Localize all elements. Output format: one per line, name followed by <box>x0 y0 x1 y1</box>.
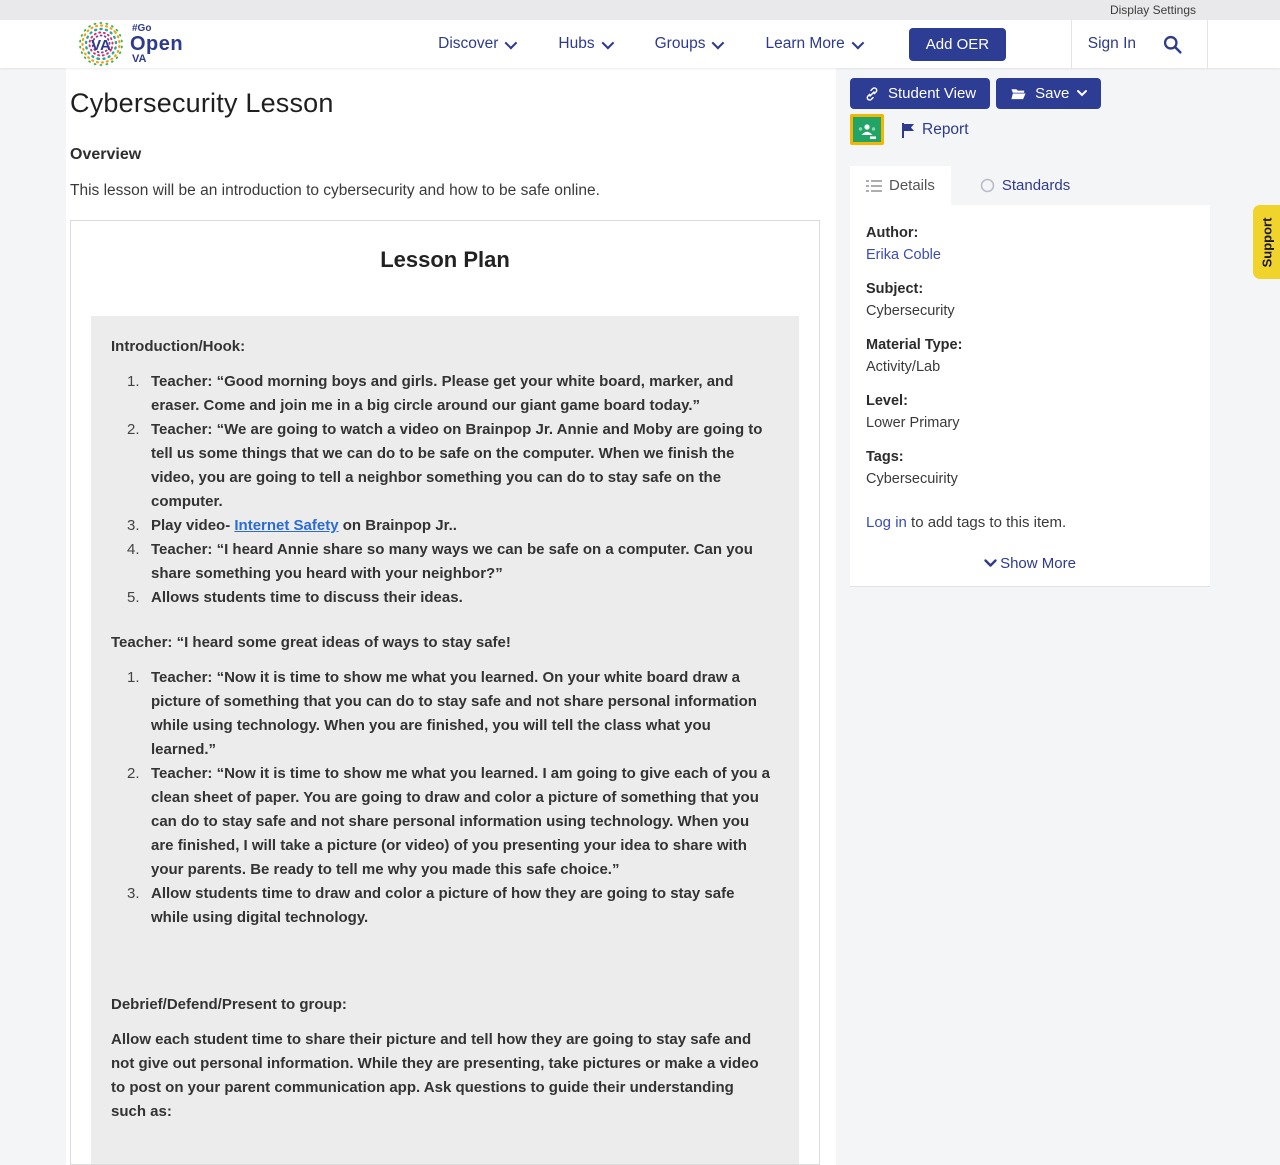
secondary-actions-row <box>850 114 1210 145</box>
lesson-step: Teacher: “Now it is time to show me what you learned. I am going to give each of you a clean sheet of paper. You are going to draw and color a picture of something that you can do to stay safe and not share personal information using technology. When you are finished, I will take a picture (or video) of you presenting your idea to share with your parents. Be ready to tell me why you made this safe choice.” <box>151 765 770 878</box>
introduction-steps-list <box>111 370 771 610</box>
search-button[interactable] <box>1162 34 1207 55</box>
step-text: on Brainpop Jr.. <box>338 517 457 534</box>
lesson-plan-heading: Lesson Plan <box>380 247 510 272</box>
report-button[interactable] <box>901 121 969 139</box>
show-more-button[interactable] <box>866 555 1194 572</box>
content-area <box>0 68 1280 1165</box>
flag-icon <box>901 122 916 138</box>
detail-value: Lower Primary <box>866 415 960 431</box>
google-classroom-button[interactable] <box>850 114 884 145</box>
folder-icon <box>1010 86 1027 101</box>
support-tab-label: Support <box>1259 217 1275 267</box>
debrief-heading: Debrief/Defend/Present to group: <box>111 996 347 1013</box>
detail-field-subject <box>866 281 1194 320</box>
lesson-step: Teacher: “Now it is time to show me what you learned. On your white board draw a picture of something that you can do to stay safe and not share personal information while using technology. When you are finished, you will tell the class what you learned.” <box>151 669 757 758</box>
details-tabs <box>850 166 1210 205</box>
detail-label: Author: <box>866 225 919 241</box>
tab-standards[interactable] <box>964 166 1086 205</box>
activity-steps-list <box>111 666 771 930</box>
search-icon <box>1162 34 1183 55</box>
nav-item-discover[interactable] <box>438 35 514 53</box>
lesson-step: Allows students time to discuss their ideas. <box>151 589 463 606</box>
nav-right-group <box>1071 20 1208 68</box>
logo-va-text: VA <box>91 37 111 54</box>
nav-item-label: Learn More <box>765 35 845 52</box>
link-icon <box>864 86 880 102</box>
lesson-step <box>111 514 771 538</box>
show-more-label: Show More <box>1000 555 1076 572</box>
add-oer-button[interactable]: Add OER <box>909 28 1006 61</box>
logo-line1: #Go <box>132 22 152 34</box>
nav-menu <box>438 35 861 53</box>
chevron-down-icon <box>505 36 518 49</box>
nav-item-learn-more[interactable] <box>765 35 860 53</box>
nav-item-groups[interactable] <box>655 35 722 53</box>
detail-value: Activity/Lab <box>866 359 941 375</box>
chevron-down-icon <box>984 559 997 568</box>
save-button[interactable] <box>996 78 1101 109</box>
login-line-rest: to add tags to this item. <box>906 514 1067 531</box>
report-label: Report <box>922 120 969 138</box>
step-text: Play video- <box>151 517 235 534</box>
login-to-tag-line <box>866 514 1194 531</box>
tab-standards-label: Standards <box>1001 177 1071 194</box>
logo-dots-icon <box>78 21 124 67</box>
logo-wordmark <box>130 24 183 65</box>
debrief-text: Allow each student time to share their picture and tell how they are going to stay safe and not give out personal information. While they are presenting, take pictures or make a video to post on your parent communication app. Ask questions to guide their understanding such as: <box>111 1031 759 1120</box>
nav-divider <box>1207 20 1208 68</box>
google-classroom-icon <box>856 121 878 139</box>
chevron-down-icon <box>851 36 864 49</box>
list-icon <box>866 179 882 193</box>
nav-item-label: Groups <box>654 35 706 52</box>
logo-line2: Open <box>130 32 184 55</box>
caret-down-icon <box>1077 90 1087 97</box>
student-view-button[interactable] <box>850 78 990 109</box>
logo-line3: VA <box>132 52 147 65</box>
internet-safety-link[interactable]: Internet Safety <box>234 517 339 534</box>
details-fields <box>866 225 1194 488</box>
mid-paragraph: Teacher: “I heard some great ideas of ways to stay safe! <box>111 634 511 651</box>
resource-main-column <box>66 68 836 1165</box>
detail-label: Subject: <box>866 281 924 297</box>
overview-text: This lesson will be an introduction to cybersecurity and how to be safe online. <box>70 182 600 199</box>
lesson-step: Teacher: “I heard Annie share so many ways we can be safe on a computer. Can you share something you heard with your neighbor?” <box>151 541 753 582</box>
spacer <box>111 944 771 996</box>
save-label: Save <box>1035 85 1070 102</box>
lesson-plan-card <box>70 220 820 1165</box>
resource-sidebar <box>850 68 1210 587</box>
nav-item-hubs[interactable] <box>558 35 610 53</box>
lesson-step: Teacher: “We are going to watch a video on Brainpop Jr. Annie and Moby are going to tell us some things that we can do to be safe on the computer. When we finish the video, you are going to tell a neighbor something you can do to stay safe on the computer. <box>151 421 763 510</box>
detail-value-link[interactable]: Erika Coble <box>866 247 941 263</box>
detail-label: Level: <box>866 393 908 409</box>
sign-in-link[interactable]: Sign In <box>1087 35 1136 52</box>
detail-label: Material Type: <box>866 337 963 353</box>
actions-row <box>850 78 1210 109</box>
chevron-down-icon <box>712 36 725 49</box>
nav-item-label: Discover <box>438 35 499 52</box>
tab-details-label: Details <box>889 177 935 194</box>
display-settings-link[interactable]: Display Settings <box>1109 3 1196 17</box>
top-utility-bar <box>0 0 1280 20</box>
student-view-label: Student View <box>888 85 977 102</box>
log-in-link[interactable]: Log in <box>866 514 907 531</box>
overview-heading: Overview <box>70 146 142 163</box>
support-tab[interactable] <box>1253 205 1280 279</box>
goopenva-logo[interactable] <box>78 21 183 67</box>
tab-details[interactable] <box>850 166 951 205</box>
nav-item-label: Hubs <box>558 35 595 52</box>
detail-value: Cybersecurity <box>866 303 955 319</box>
chevron-down-icon <box>601 36 614 49</box>
detail-value: Cybersecuirity <box>866 471 958 487</box>
lesson-plan-body <box>91 316 799 1164</box>
detail-field-level <box>866 393 1194 432</box>
detail-field-author <box>866 225 1194 264</box>
details-panel <box>850 205 1210 587</box>
page-title: Cybersecurity Lesson <box>70 88 334 118</box>
lesson-step: Teacher: “Good morning boys and girls. Please get your white board, marker, and eraser. Come and join me in a big circle around our giant game board today.” <box>151 373 734 414</box>
lesson-step: Allow students time to draw and color a picture of how they are going to stay safe while using digital technology. <box>151 885 735 926</box>
circle-icon <box>980 178 995 193</box>
detail-field-tags <box>866 449 1194 488</box>
detail-label: Tags: <box>866 449 904 465</box>
detail-field-material-type <box>866 337 1194 376</box>
main-navbar <box>0 20 1280 68</box>
introduction-hook-heading: Introduction/Hook: <box>111 338 246 355</box>
